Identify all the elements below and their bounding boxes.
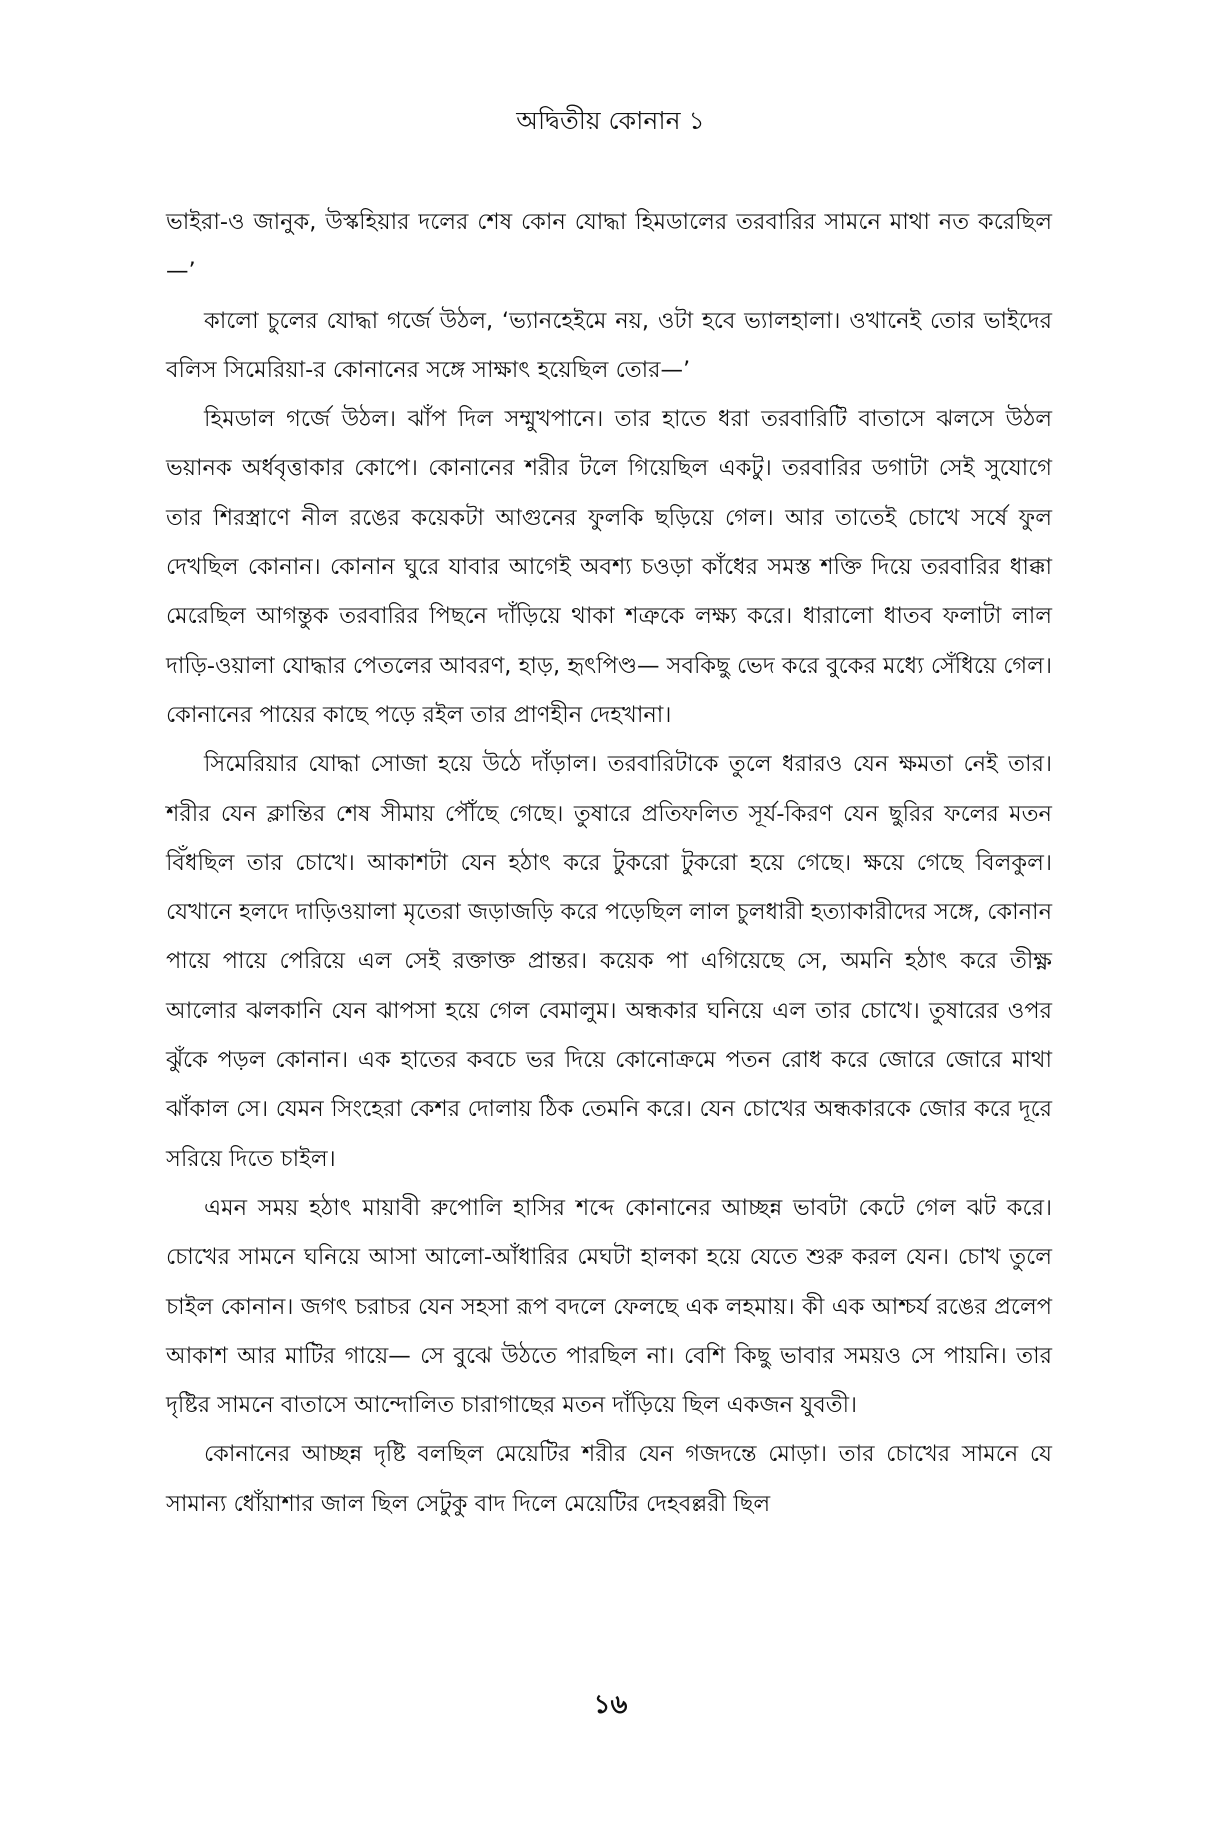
page-number: ১৬ [593,1690,628,1720]
body-text [166,198,1052,1529]
paragraph-continued: ভাইরা-ও জানুক, উস্কহিয়ার দলের শেষ কোন যোদ্ধা হিমডালের তরবারির সামনে মাথা নত করেছিল—’ [166,209,1052,285]
paragraph: এমন সময় হঠাৎ মায়াবী রুপোলি হাসির শব্দে কোনানের আচ্ছন্ন ভাবটা কেটে গেল ঝট করে। চোখের সামনে ঘনিয়ে আসা আলো-আঁধারির মেঘটা হালকা হয়ে যেতে শুরু করল যেন। চোখ তুলে চাইল কোনান। জগৎ চরাচর যেন সহসা রূপ বদলে ফেলছে এক লহমায়। কী এক আশ্চর্য রঙের প্রলেপ আকাশ আর মাটির গায়ে— সে বুঝে উঠতে পারছিল না। বেশি কিছু ভাবার সময়ও সে পায়নি। তার দৃষ্টির সামনে বাতাসে আন্দোলিত চারাগাছের মতন দাঁড়িয়ে ছিল একজন যুবতী। [166,1194,1052,1419]
running-title: অদ্বিতীয় কোনান ১ [516,106,705,135]
paragraph: কালো চুলের যোদ্ধা গর্জে উঠল, ‘ভ্যানহেইমে নয়, ওটা হবে ভ্যালহালা। ওখানেই তোর ভাইদের বলিস সিমেরিয়া-র কোনানের সঙ্গে সাক্ষাৎ হয়েছিল তোর—’ [166,307,1052,383]
paragraph: কোনানের আচ্ছন্ন দৃষ্টি বলছিল মেয়েটির শরীর যেন গজদন্তে মোড়া। তার চোখের সামনে যে সামান্য ধোঁয়াশার জাল ছিল সেটুকু বাদ দিলে মেয়েটির দেহবল্লরী ছিল [166,1441,1052,1517]
paragraph: হিমডাল গর্জে উঠল। ঝাঁপ দিল সম্মুখপানে। তার হাতে ধরা তরবারিটি বাতাসে ঝলসে উঠল ভয়ানক অর্ধবৃত্তাকার কোপে। কোনানের শরীর টলে গিয়েছিল একটু। তরবারির ডগাটা সেই সুযোগে তার শিরস্ত্রাণে নীল রঙের কয়েকটা আগুনের ফুলকি ছড়িয়ে গেল। আর তাতেই চোখে সর্ষে ফুল দেখছিল কোনান। কোনান ঘুরে যাবার আগেই অবশ্য চওড়া কাঁধের সমস্ত শক্তি দিয়ে তরবারির ধাক্কা মেরেছিল আগন্তুক তরবারির পিছনে দাঁড়িয়ে থাকা শত্রুকে লক্ষ্য করে। ধারালো ধাতব ফলাটা লাল দাড়ি-ওয়ালা যোদ্ধার পেতলের আবরণ, হাড়, হৃৎপিণ্ড— সবকিছু ভেদ করে বুকের মধ্যে সেঁধিয়ে গেল। কোনানের পায়ের কাছে পড়ে রইল তার প্রাণহীন দেহখানা। [166,406,1052,728]
paragraph: সিমেরিয়ার যোদ্ধা সোজা হয়ে উঠে দাঁড়াল। তরবারিটাকে তুলে ধরারও যেন ক্ষমতা নেই তার। শরীর যেন ক্লান্তির শেষ সীমায় পৌঁছে গেছে। তুষারে প্রতিফলিত সূর্য-কিরণ যেন ছুরির ফলের মতন বিঁধছিল তার চোখে। আকাশটা যেন হঠাৎ করে টুকরো টুকরো হয়ে গেছে। ক্ষয়ে গেছে বিলকুল। যেখানে হলদে দাড়িওয়ালা মৃতেরা জড়াজড়ি করে পড়েছিল লাল চুলধারী হত্যাকারীদের সঙ্গে, কোনান পায়ে পায়ে পেরিয়ে এল সেই রক্তাক্ত প্রান্তর। কয়েক পা এগিয়েছে সে, অমনি হঠাৎ করে তীক্ষ্ণ আলোর ঝলকানি যেন ঝাপসা হয়ে গেল বেমালুম। অন্ধকার ঘনিয়ে এল তার চোখে। তুষারের ওপর ঝুঁকে পড়ল কোনান। এক হাতের কবচে ভর দিয়ে কোনোক্রমে পতন রোধ করে জোরে জোরে মাথা ঝাঁকাল সে। যেমন সিংহেরা কেশর দোলায় ঠিক তেমনি করে। যেন চোখের অন্ধকারকে জোর করে দূরে সরিয়ে দিতে চাইল। [166,751,1052,1172]
